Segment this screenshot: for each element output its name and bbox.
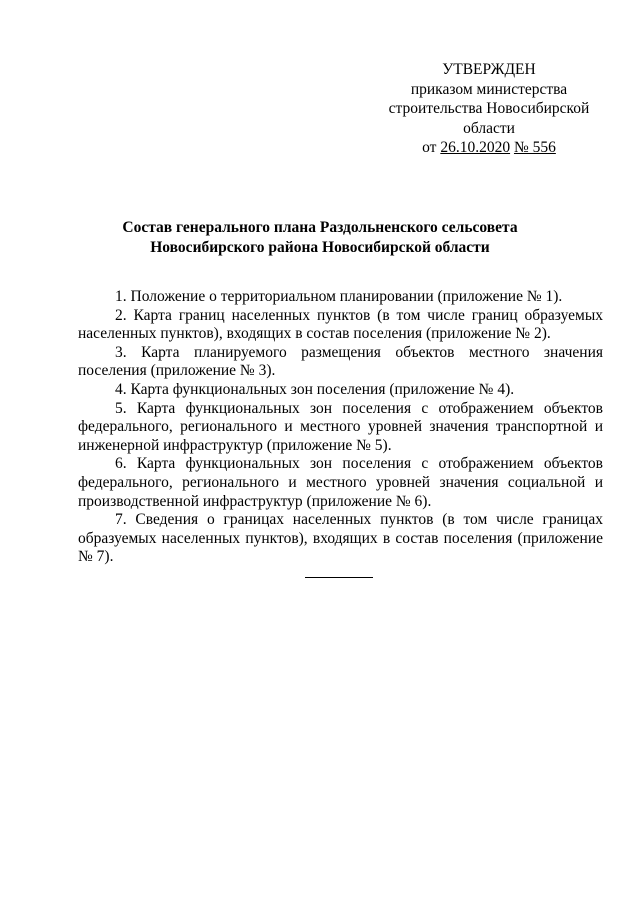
approval-heading: УТВЕРЖДЕН	[442, 61, 536, 78]
approval-number: № 556	[513, 139, 556, 156]
list-item: 5. Карта функциональных зон поселения с отображением объектов федерального, регионального и местного уровней значения транспортной и инженерной инфраструктур (приложение № 5).	[78, 399, 603, 454]
list-item: 6. Карта функциональных зон поселения с отображением объектов федерального, регионального и местного уровней значения социальной и производственной инфраструктур (приложение № 6).	[78, 455, 603, 510]
list-item: 7. Сведения о границах населенных пунктов (в том числе границах образуемых населенных пунктов), входящих в состав поселения (приложение № 7).	[78, 511, 603, 566]
title-line: Новосибирского района Новосибирской области	[150, 238, 490, 256]
composition-list	[78, 288, 603, 567]
approval-line: строительства Новосибирской	[388, 100, 590, 117]
list-item: 4. Карта функциональных зон поселения (приложение № 4).	[115, 380, 515, 398]
closing-divider	[305, 577, 373, 578]
document-title	[60, 218, 580, 257]
title-line: Состав генерального плана Раздольненского сельсовета	[122, 219, 518, 236]
list-item: 1. Положение о территориальном планировании (приложение № 1).	[115, 288, 563, 305]
list-item: 2. Карта границ населенных пунктов (в том числе границ образуемых населенных пунктов), входящих в состав поселения (приложение № 2).	[78, 306, 603, 343]
approval-block	[385, 60, 593, 158]
approval-line: приказом министерства	[410, 80, 568, 98]
approval-line: области	[463, 119, 515, 137]
approval-date: 26.10.2020	[440, 139, 511, 156]
approval-date-prefix: от	[422, 139, 441, 156]
approval-date-line	[385, 138, 593, 158]
list-item: 3. Карта планируемого размещения объектов местного значения поселения (приложение № 3).	[78, 343, 603, 380]
